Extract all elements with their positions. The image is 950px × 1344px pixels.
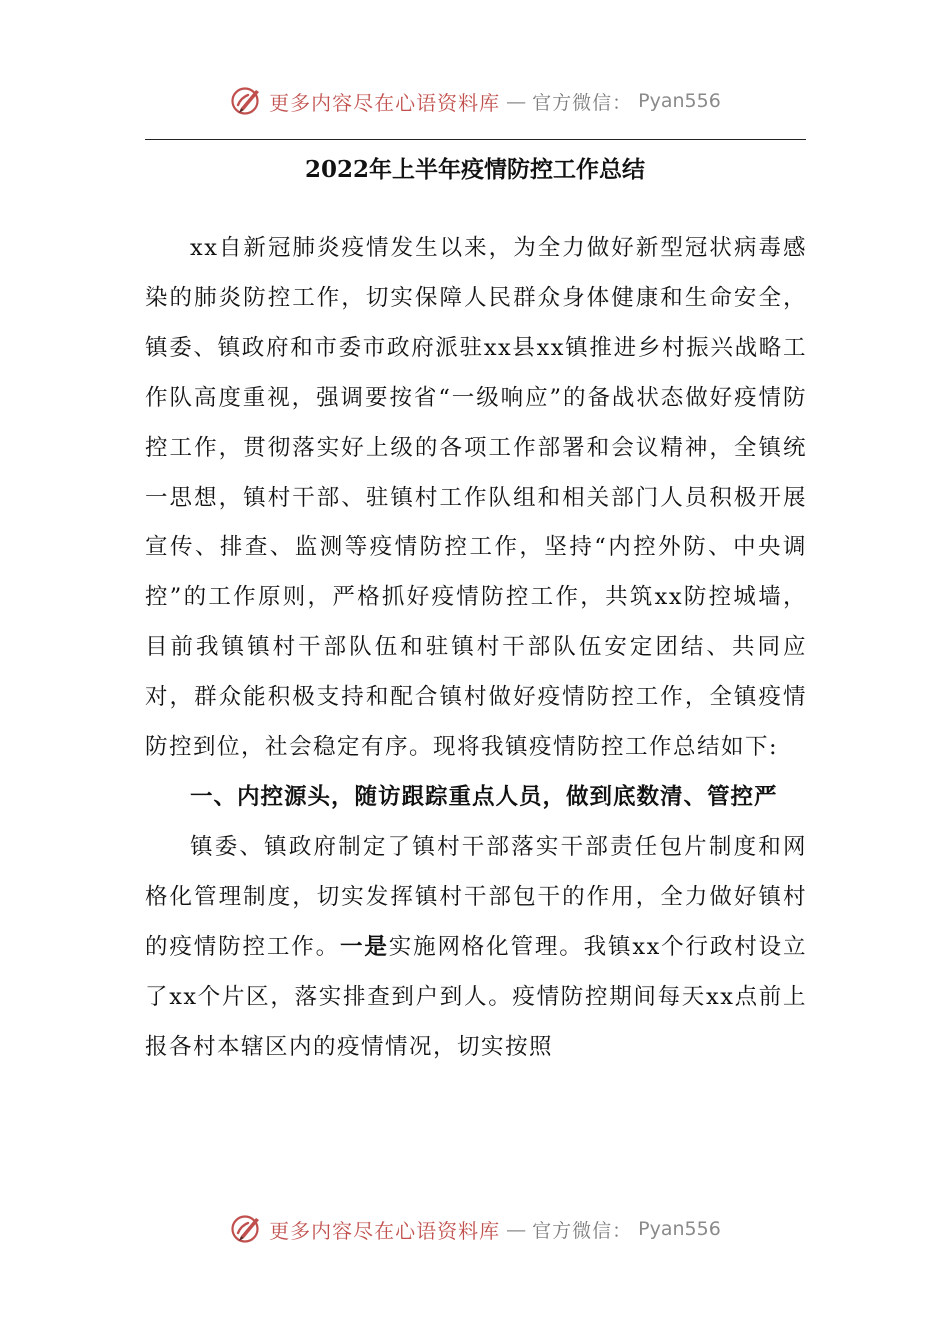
paragraph-text-continued: 实施网格化管理。我镇xx个行政村设立了xx个片区，落实排查到户到人。疫情防控期间每天xx点前上报各村本辖区内的疫情情况，切实按照 bbox=[145, 933, 807, 1060]
watermark-text: 更多内容尽在心语资料库 bbox=[269, 90, 501, 115]
section-1-paragraph bbox=[145, 823, 807, 1073]
watermark-dash: — bbox=[506, 1217, 527, 1241]
watermark-contact-id: Pyan556 bbox=[638, 90, 721, 112]
intro-paragraph: xx自新冠肺炎疫情发生以来，为全力做好新型冠状病毒感染的肺炎防控工作，切实保障人民群众身体健康和生命安全，镇委、镇政府和市委市政府派驻xx县xx镇推进乡村振兴战略工作队高度重视，强调要按省“一级响应”的备战状态做好疫情防控工作，贯彻落实好上级的各项工作部署和会议精神，全镇统一思想，镇村干部、驻镇村工作队组和相关部门人员积极开展宣传、排查、监测等疫情防控工作，坚持“内控外防、中央调控”的工作原则，严格抓好疫情防控工作，共筑xx防控城墙，目前我镇镇村干部队伍和驻镇村干部队伍安定团结、共同应对，群众能积极支持和配合镇村做好疫情防控工作，全镇疫情防控到位，社会稳定有序。现将我镇疫情防控工作总结如下: bbox=[145, 235, 807, 761]
watermark-contact-id: Pyan556 bbox=[638, 1218, 721, 1240]
watermark-text: 更多内容尽在心语资料库 bbox=[269, 1218, 501, 1243]
footer-watermark bbox=[0, 1212, 950, 1246]
header-divider bbox=[145, 139, 806, 140]
pen-logo-icon bbox=[229, 84, 263, 118]
section-heading-1: 一、内控源头，随访跟踪重点人员，做到底数清、管控严 bbox=[190, 783, 778, 810]
watermark-contact-label: 官方微信： bbox=[532, 1219, 633, 1242]
pen-logo-icon bbox=[229, 1212, 263, 1246]
paragraph-bold-lead: 一是 bbox=[339, 933, 389, 960]
paragraph-text: 镇委、镇政府制定了镇村干部落实干部责任包片制度和网格化管理制度，切实发挥镇村干部包干的作用，全力做好镇村的疫情防控工作。 bbox=[145, 833, 807, 960]
watermark-dash: — bbox=[506, 89, 527, 113]
document-title: 2022年上半年疫情防控工作总结 bbox=[304, 156, 645, 183]
header-watermark bbox=[0, 84, 950, 118]
watermark-contact-label: 官方微信： bbox=[532, 91, 633, 114]
document-body bbox=[145, 224, 807, 1072]
